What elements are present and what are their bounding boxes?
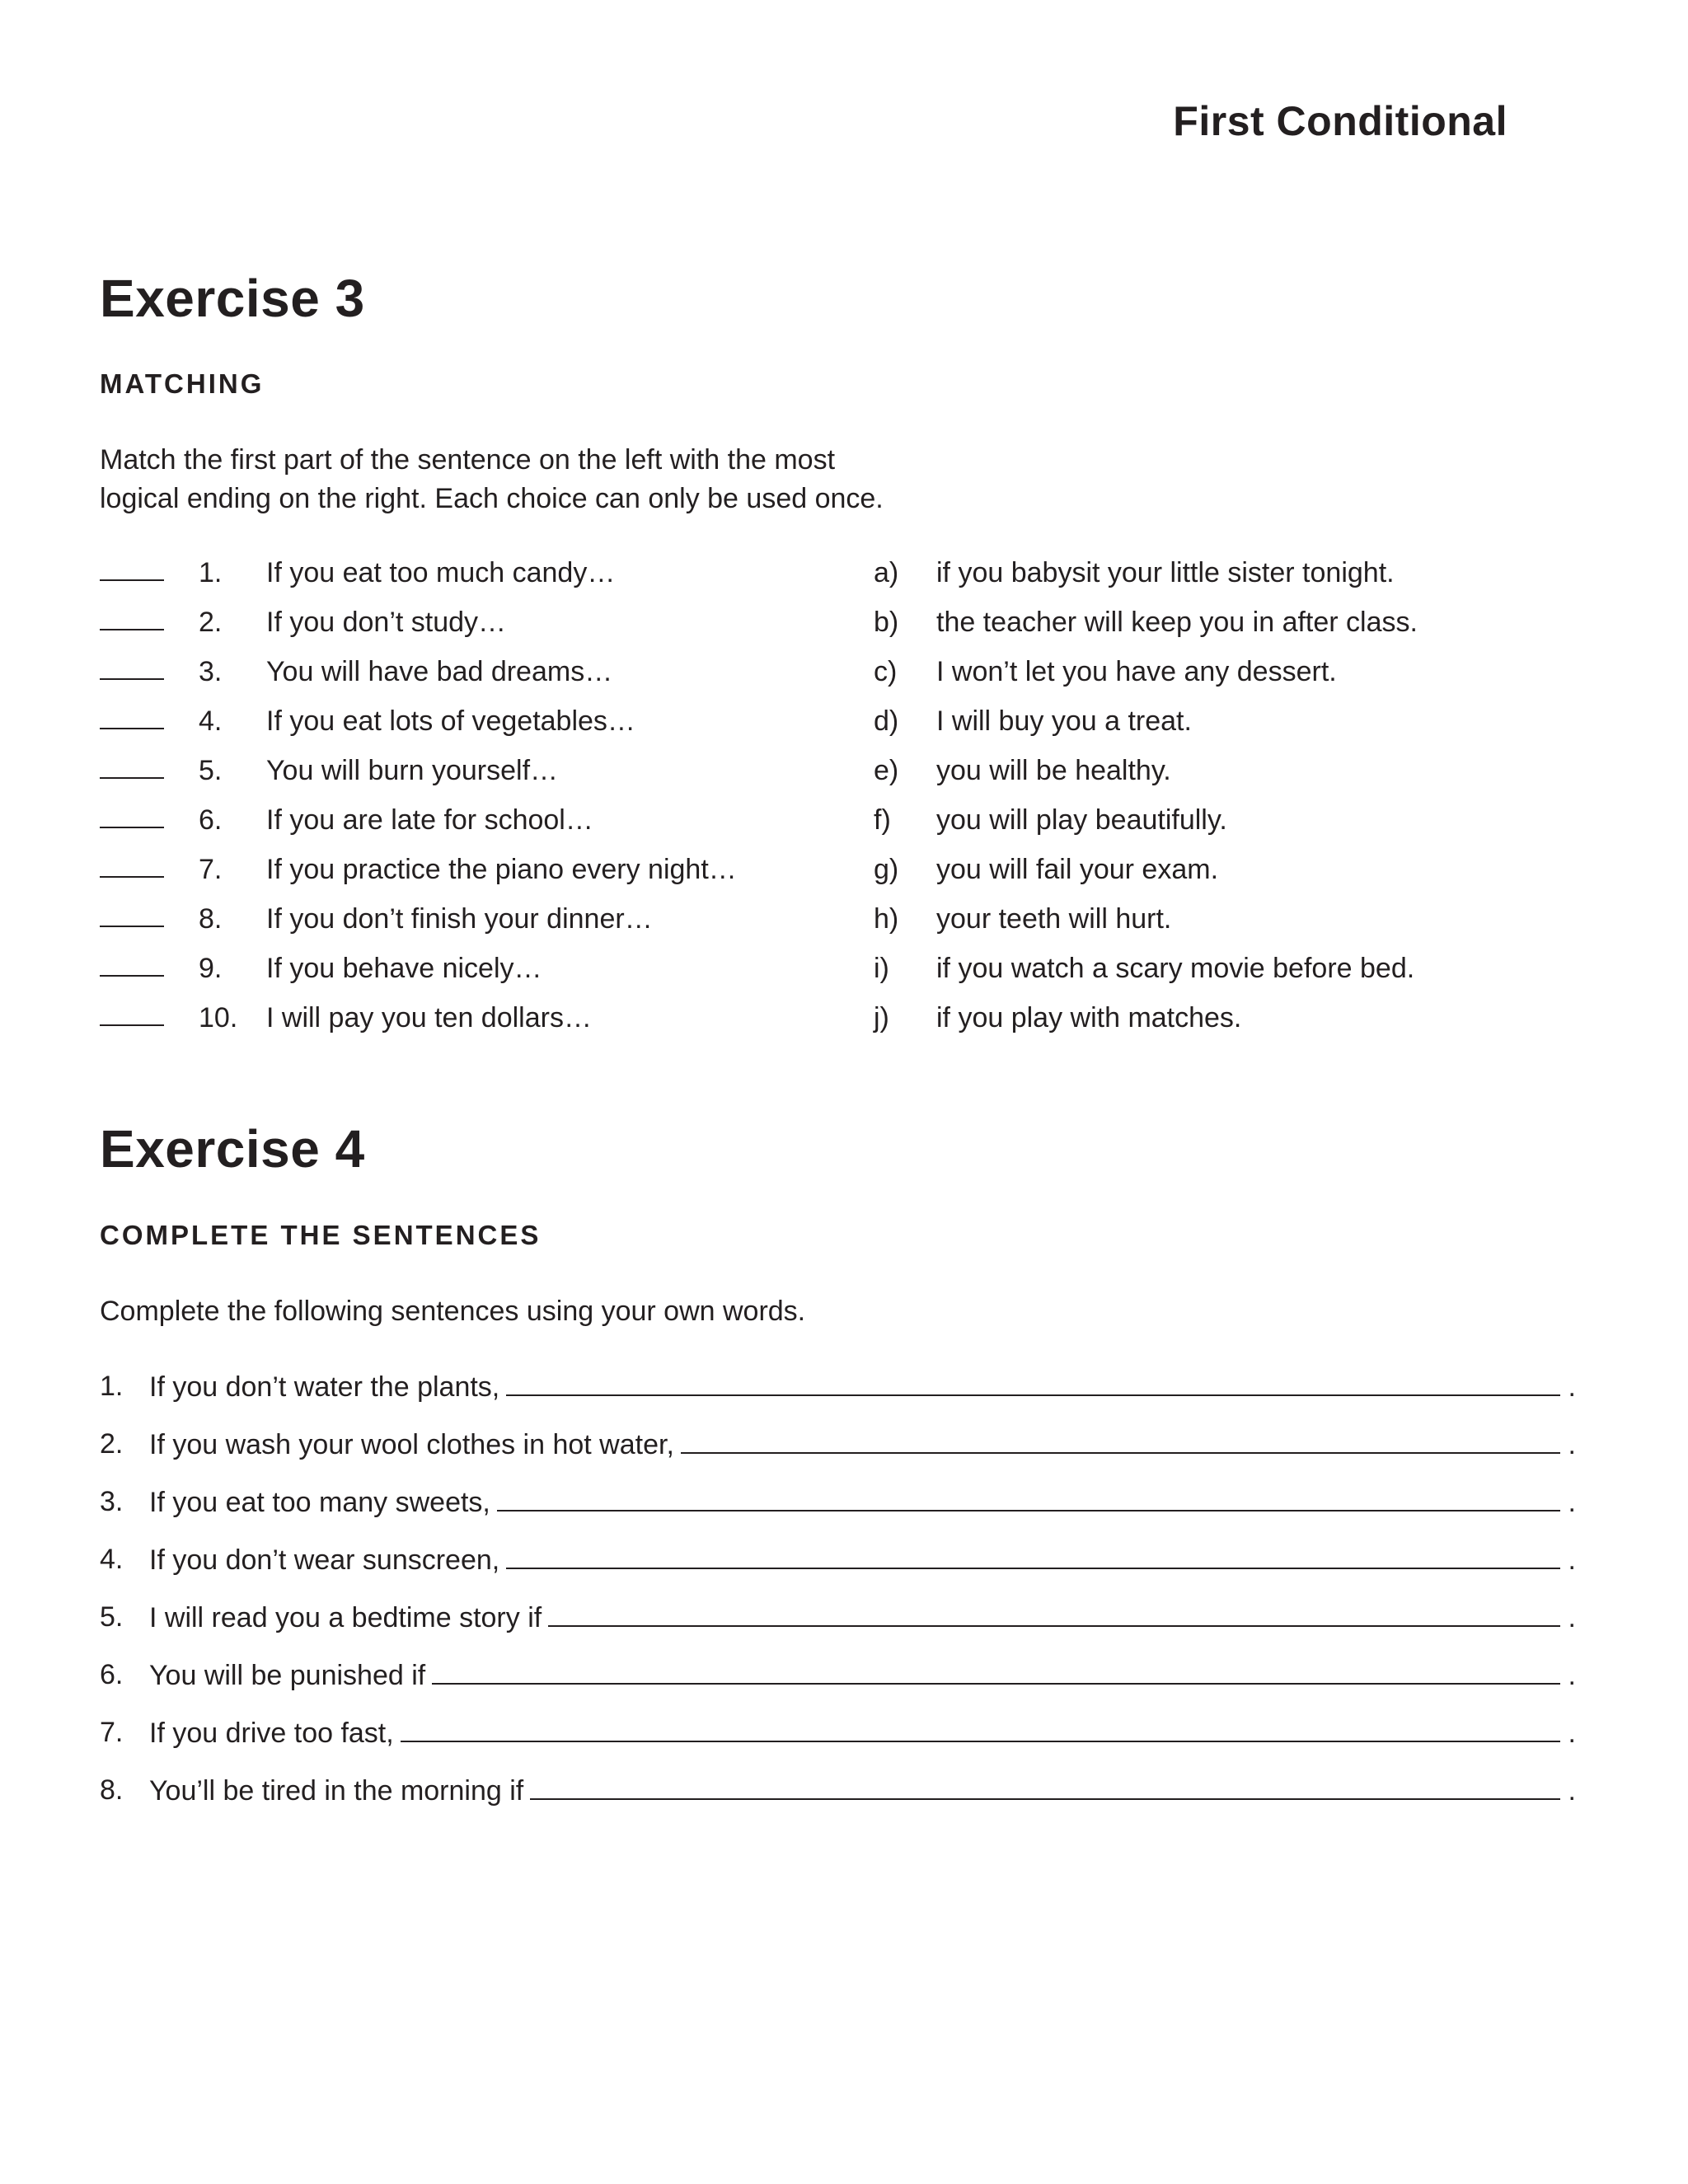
sentence-ending: your teeth will hurt. xyxy=(936,903,1172,935)
sentence-end: . xyxy=(1568,1602,1576,1633)
matching-row-8 xyxy=(0,894,1688,944)
complete-sentences-label: COMPLETE THE SENTENCES xyxy=(100,1220,542,1250)
answer-line[interactable] xyxy=(548,1592,1559,1627)
answer-line[interactable] xyxy=(530,1765,1559,1800)
sentence-end: . xyxy=(1568,1718,1576,1749)
sentence-end: . xyxy=(1568,1487,1576,1518)
instructions-line-2: logical ending on the right. Each choice can only be used once. xyxy=(100,483,884,514)
completion-line xyxy=(149,1592,1576,1643)
answer-blank[interactable] xyxy=(100,827,164,828)
sentence-end: . xyxy=(1568,1371,1576,1403)
completion-row-7 xyxy=(0,1708,1688,1757)
matching-row-10 xyxy=(0,993,1688,1043)
completion-row-3 xyxy=(0,1477,1688,1526)
item-number: 10. xyxy=(199,1002,238,1033)
item-number: 1. xyxy=(199,557,223,588)
sentence-end: . xyxy=(1568,1660,1576,1691)
item-number: 2. xyxy=(199,607,223,638)
answer-blank[interactable] xyxy=(100,777,164,779)
exercise-3-title: Exercise 3 xyxy=(100,269,365,328)
completion-line xyxy=(149,1650,1576,1700)
matching-label: MATCHING xyxy=(100,368,265,399)
matching-row-2 xyxy=(0,598,1688,647)
choice-letter: c) xyxy=(874,656,898,687)
choice-letter: b) xyxy=(874,607,899,638)
answer-line[interactable] xyxy=(497,1477,1560,1511)
sentence-start: If you are late for school… xyxy=(266,804,593,836)
completion-row-2 xyxy=(0,1419,1688,1469)
item-number: 8. xyxy=(199,903,223,935)
sentence-prompt: I will read you a bedtime story if xyxy=(149,1602,542,1633)
sentence-end: . xyxy=(1568,1429,1576,1460)
sentence-ending: if you babysit your little sister tonight. xyxy=(936,557,1395,588)
sentence-start: If you eat lots of vegetables… xyxy=(266,705,635,737)
matching-row-9 xyxy=(0,944,1688,993)
sentence-ending: I won’t let you have any dessert. xyxy=(936,656,1337,687)
answer-blank[interactable] xyxy=(100,926,164,927)
answer-blank[interactable] xyxy=(100,629,164,630)
answer-line[interactable] xyxy=(681,1419,1560,1454)
sentence-prompt: If you drive too fast, xyxy=(149,1718,394,1749)
item-number: 2. xyxy=(100,1428,124,1460)
sentence-prompt: You will be punished if xyxy=(149,1660,426,1691)
completion-line xyxy=(149,1477,1576,1527)
sentence-ending: you will be healthy. xyxy=(936,755,1171,786)
sentence-ending: the teacher will keep you in after class. xyxy=(936,607,1418,638)
choice-letter: a) xyxy=(874,557,899,588)
completion-line xyxy=(149,1765,1576,1816)
sentence-start: I will pay you ten dollars… xyxy=(266,1002,592,1033)
sentence-end: . xyxy=(1568,1775,1576,1807)
completion-line xyxy=(149,1419,1576,1469)
completion-row-8 xyxy=(0,1765,1688,1815)
sentence-ending: you will play beautifully. xyxy=(936,804,1227,836)
answer-line[interactable] xyxy=(432,1650,1559,1685)
answer-blank[interactable] xyxy=(100,579,164,581)
item-number: 9. xyxy=(199,953,223,984)
sentence-ending: you will fail your exam. xyxy=(936,854,1219,885)
sentence-start: If you don’t study… xyxy=(266,607,507,638)
instructions-line-1: Match the first part of the sentence on the left with the most xyxy=(100,444,836,476)
item-number: 6. xyxy=(100,1659,124,1690)
item-number: 8. xyxy=(100,1774,124,1806)
item-number: 6. xyxy=(199,804,223,836)
choice-letter: g) xyxy=(874,854,899,885)
sentence-start: If you eat too much candy… xyxy=(266,557,616,588)
answer-line[interactable] xyxy=(506,1361,1559,1396)
choice-letter: j) xyxy=(874,1002,889,1033)
sentence-start: You will burn yourself… xyxy=(266,755,559,786)
choice-letter: h) xyxy=(874,903,899,935)
completion-row-1 xyxy=(0,1361,1688,1411)
choice-letter: e) xyxy=(874,755,899,786)
sentence-start: If you practice the piano every night… xyxy=(266,854,737,885)
sentence-end: . xyxy=(1568,1544,1576,1576)
sentence-ending: if you watch a scary movie before bed. xyxy=(936,953,1415,984)
answer-blank[interactable] xyxy=(100,876,164,878)
matching-row-7 xyxy=(0,845,1688,894)
completion-line xyxy=(149,1361,1576,1412)
answer-line[interactable] xyxy=(401,1708,1560,1742)
sentence-ending: if you play with matches. xyxy=(936,1002,1242,1033)
item-number: 4. xyxy=(100,1544,124,1575)
completion-line xyxy=(149,1535,1576,1585)
answer-blank[interactable] xyxy=(100,728,164,729)
sentence-prompt: If you don’t water the plants, xyxy=(149,1371,500,1403)
sentence-start: If you behave nicely… xyxy=(266,953,542,984)
sentence-prompt: If you don’t wear sunscreen, xyxy=(149,1544,500,1576)
item-number: 7. xyxy=(199,854,223,885)
matching-row-6 xyxy=(0,795,1688,845)
answer-blank[interactable] xyxy=(100,1024,164,1026)
item-number: 4. xyxy=(199,705,223,737)
item-number: 5. xyxy=(199,755,223,786)
choice-letter: f) xyxy=(874,804,891,836)
matching-row-5 xyxy=(0,746,1688,795)
completion-row-6 xyxy=(0,1650,1688,1699)
choice-letter: d) xyxy=(874,705,899,737)
matching-row-3 xyxy=(0,647,1688,696)
matching-row-1 xyxy=(0,548,1688,598)
completion-row-4 xyxy=(0,1535,1688,1584)
completion-line xyxy=(149,1708,1576,1758)
sentence-ending: I will buy you a treat. xyxy=(936,705,1192,737)
exercise-3-instructions xyxy=(100,441,924,518)
item-number: 1. xyxy=(100,1371,124,1402)
sentence-prompt: If you eat too many sweets, xyxy=(149,1487,490,1518)
exercise-4-title: Exercise 4 xyxy=(100,1119,365,1179)
answer-blank[interactable] xyxy=(100,975,164,977)
worksheet-header-title: First Conditional xyxy=(1173,98,1507,144)
sentence-start: You will have bad dreams… xyxy=(266,656,613,687)
sentence-start: If you don’t finish your dinner… xyxy=(266,903,653,935)
item-number: 3. xyxy=(199,656,223,687)
item-number: 7. xyxy=(100,1717,124,1748)
exercise-4-instructions: Complete the following sentences using your own words. xyxy=(100,1296,806,1327)
sentence-prompt: If you wash your wool clothes in hot water, xyxy=(149,1429,674,1460)
completion-row-5 xyxy=(0,1592,1688,1642)
matching-row-4 xyxy=(0,696,1688,746)
item-number: 5. xyxy=(100,1601,124,1633)
answer-line[interactable] xyxy=(506,1535,1559,1569)
item-number: 3. xyxy=(100,1486,124,1517)
answer-blank[interactable] xyxy=(100,678,164,680)
sentence-prompt: You’ll be tired in the morning if xyxy=(149,1775,524,1807)
choice-letter: i) xyxy=(874,953,889,984)
